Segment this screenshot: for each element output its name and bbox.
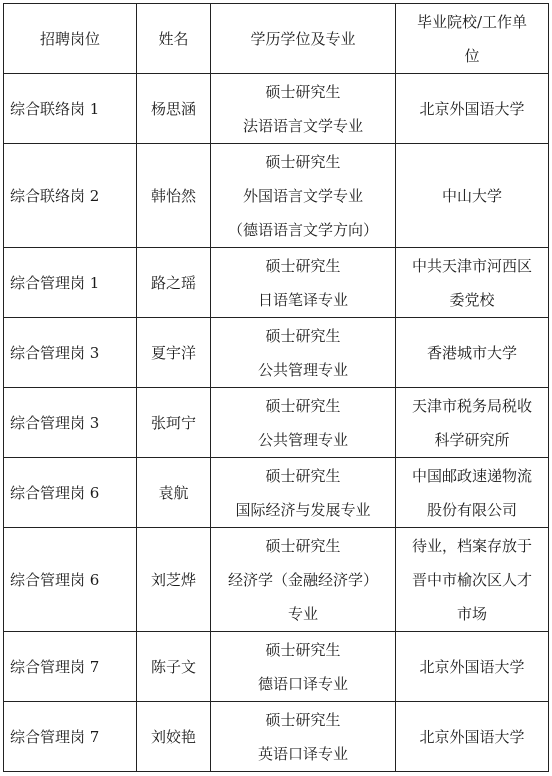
school-line: 委党校 [449,290,495,309]
education-line: 德语口译专业 [257,674,348,693]
school-line: 科学研究所 [434,430,510,449]
cell-position: 综合管理岗 1 [4,248,137,318]
table-row [4,458,549,528]
school-line: 待业，档案存放于 [411,536,532,555]
education-line: 国际经济与发展专业 [235,500,371,519]
education-line: 公共管理专业 [257,360,348,379]
header-school [396,4,549,74]
education-line: （德语语言文学方向） [227,220,378,239]
header-row [4,4,549,74]
cell-school [396,632,549,702]
cell-education [211,458,396,528]
school-line: 北京外国语大学 [419,727,525,746]
table-row [4,74,549,144]
school-line: 中国邮政速递物流 [411,466,532,485]
school-line: 天津市税务局税收 [411,396,532,415]
cell-education [211,74,396,144]
education-line: 硕士研究生 [265,536,341,555]
table-row [4,702,549,772]
education-line: 硕士研究生 [265,82,341,101]
school-line: 晋中市榆次区人才 [411,570,532,589]
cell-name: 陈子文 [137,632,211,702]
table-row [4,388,549,458]
table-row [4,248,549,318]
cell-school [396,458,549,528]
education-line: 英语口译专业 [257,744,348,763]
education-line: 专业 [287,604,318,623]
cell-position: 综合管理岗 3 [4,318,137,388]
cell-position: 综合管理岗 7 [4,632,137,702]
education-line: 硕士研究生 [265,256,341,275]
cell-school [396,144,549,248]
cell-education [211,248,396,318]
education-line: 外国语言文学专业 [242,186,363,205]
header-school-line: 毕业院校/工作单 [416,12,528,31]
table-row [4,318,549,388]
cell-name: 韩怡然 [137,144,211,248]
cell-school [396,528,549,632]
education-line: 日语笔译专业 [257,290,348,309]
cell-position: 综合管理岗 3 [4,388,137,458]
school-line: 北京外国语大学 [419,657,525,676]
cell-education [211,702,396,772]
header-school-line: 位 [464,46,480,65]
cell-education [211,144,396,248]
cell-position: 综合管理岗 7 [4,702,137,772]
cell-position: 综合联络岗 1 [4,74,137,144]
education-line: 硕士研究生 [265,640,341,659]
cell-name: 杨思涵 [137,74,211,144]
table-row [4,528,549,632]
header-school-label [402,5,542,73]
cell-school [396,318,549,388]
education-line: 硕士研究生 [265,326,341,345]
cell-name: 刘芝烨 [137,528,211,632]
cell-school [396,248,549,318]
header-position: 招聘岗位 [4,4,137,74]
education-line: 硕士研究生 [265,466,341,485]
education-line: 硕士研究生 [265,152,341,171]
education-line: 硕士研究生 [265,396,341,415]
cell-school [396,388,549,458]
education-line: 法语语言文学专业 [242,116,363,135]
cell-name: 张珂宁 [137,388,211,458]
cell-position: 综合联络岗 2 [4,144,137,248]
education-line: 公共管理专业 [257,430,348,449]
cell-name: 夏宇洋 [137,318,211,388]
school-line: 市场 [456,604,487,623]
cell-education [211,318,396,388]
school-line: 北京外国语大学 [419,99,525,118]
staff-table [3,3,549,772]
cell-position: 综合管理岗 6 [4,458,137,528]
school-line: 中共天津市河西区 [411,256,532,275]
cell-name: 刘姣艳 [137,702,211,772]
table-row [4,632,549,702]
header-name: 姓名 [137,4,211,74]
school-line: 中山大学 [441,186,502,205]
education-line: 硕士研究生 [265,710,341,729]
cell-education [211,632,396,702]
school-line: 香港城市大学 [426,343,517,362]
education-line: 经济学（金融经济学） [227,570,378,589]
header-education: 学历学位及专业 [211,4,396,74]
table-body [4,74,549,772]
cell-name: 袁航 [137,458,211,528]
cell-name: 路之瑶 [137,248,211,318]
table-row [4,144,549,248]
cell-education [211,528,396,632]
school-line: 股份有限公司 [426,500,517,519]
cell-school [396,702,549,772]
cell-school [396,74,549,144]
cell-position: 综合管理岗 6 [4,528,137,632]
cell-education [211,388,396,458]
